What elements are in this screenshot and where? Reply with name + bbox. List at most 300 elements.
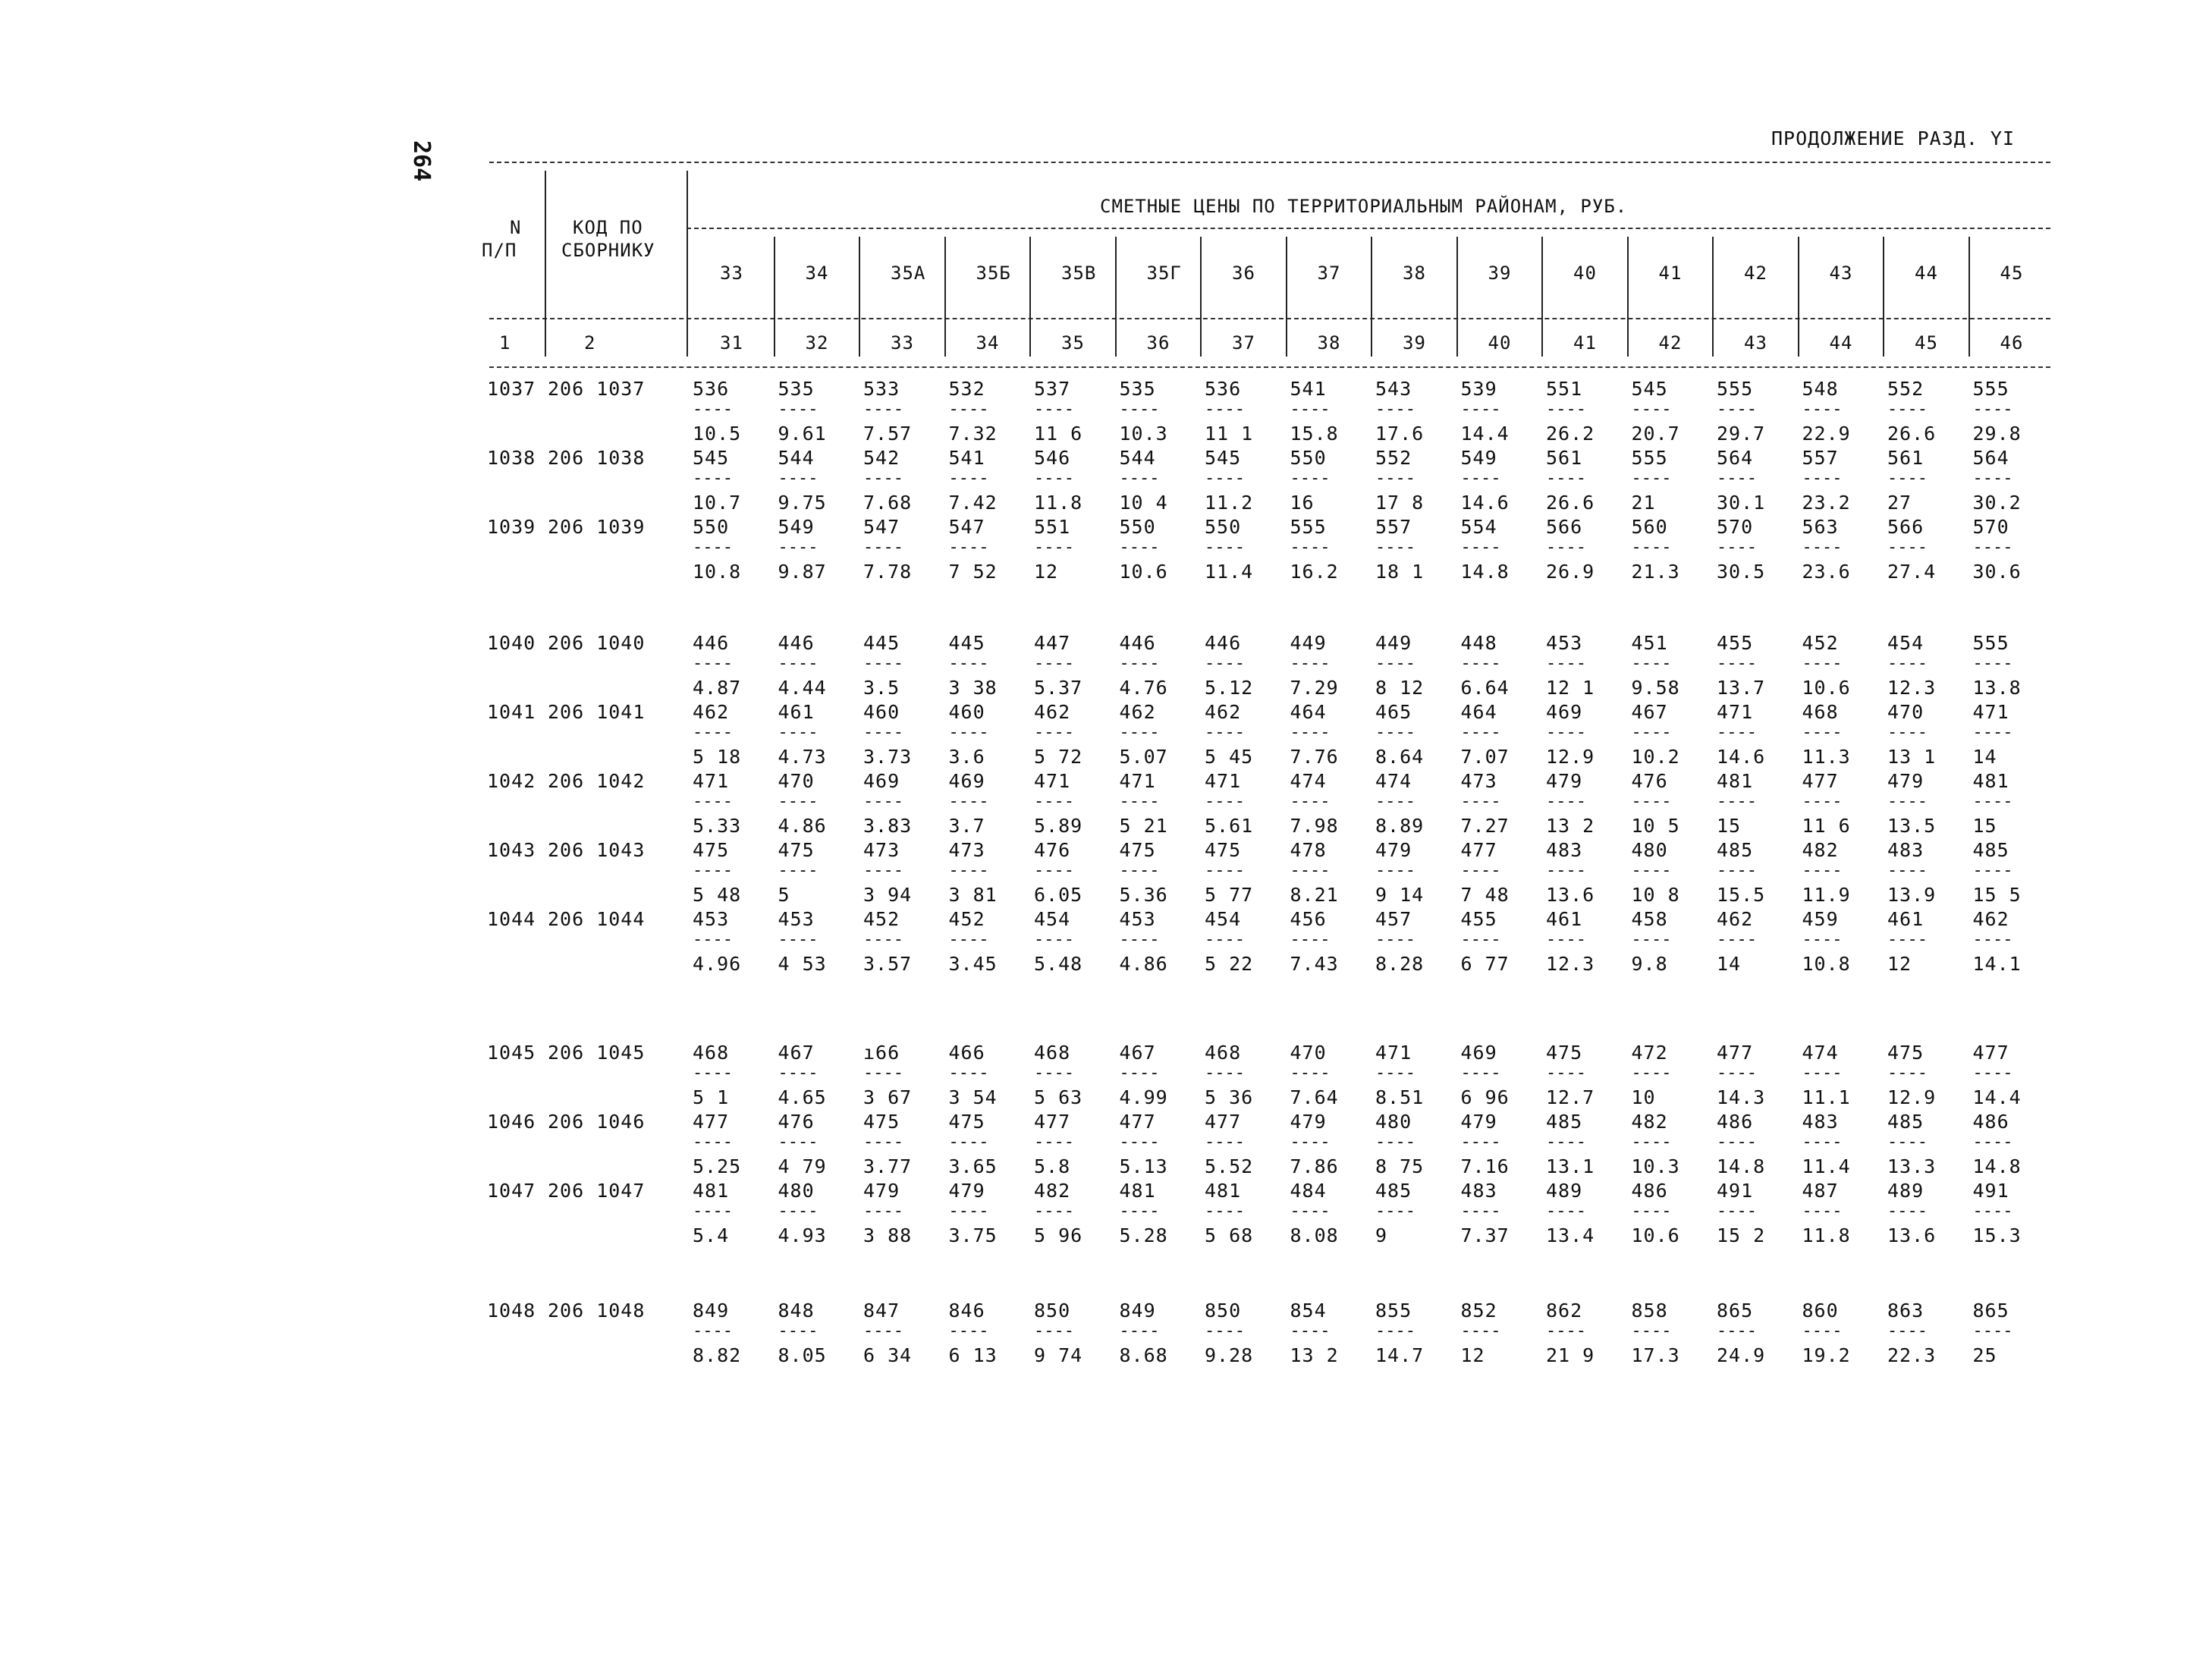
price-subvalue: 5.33 xyxy=(693,815,742,837)
price-subvalue: 13 2 xyxy=(1290,1344,1339,1366)
price-subvalue: 3.77 xyxy=(863,1155,913,1177)
price-subvalue: 21 xyxy=(1631,492,1656,514)
price-value: 484 xyxy=(1290,1180,1327,1202)
price-subvalue: 10 8 xyxy=(1631,884,1680,906)
price-subvalue: 10.3 xyxy=(1631,1155,1680,1177)
price-value: 547 xyxy=(863,516,900,538)
price-value: 474 xyxy=(1802,1042,1839,1064)
row-code: 206 1046 xyxy=(548,1111,646,1133)
fraction-line: ---- xyxy=(693,400,733,419)
fraction-line: ---- xyxy=(1802,1064,1843,1083)
price-subvalue: 11 6 xyxy=(1034,423,1083,445)
price-subvalue: 7 48 xyxy=(1460,884,1510,906)
price-value: 570 xyxy=(1972,516,2009,538)
price-subvalue: 7.98 xyxy=(1290,815,1339,837)
price-value: 483 xyxy=(1460,1180,1497,1202)
price-subvalue: 7.43 xyxy=(1290,953,1339,975)
fraction-line: ---- xyxy=(693,1064,733,1083)
price-value: 454 xyxy=(1034,908,1071,930)
section-title: ПРОДОЛЖЕНИЕ РАЗД. YI xyxy=(1771,127,2016,149)
fraction-line: ---- xyxy=(1717,861,1757,880)
price-subvalue: 7 52 xyxy=(948,561,998,583)
fraction-line: ---- xyxy=(1887,1133,1928,1152)
district-header: 36 xyxy=(1232,262,1255,284)
fraction-line: ---- xyxy=(1717,538,1757,557)
price-value: 464 xyxy=(1460,701,1497,723)
price-subvalue: 5.48 xyxy=(1034,953,1083,975)
price-value: 860 xyxy=(1802,1300,1839,1322)
index-cell: 35 xyxy=(1061,332,1085,354)
district-separator xyxy=(859,237,860,357)
price-value: 550 xyxy=(693,516,730,538)
price-value: 456 xyxy=(1290,908,1327,930)
price-value: 453 xyxy=(1546,632,1583,654)
price-value: 543 xyxy=(1375,378,1412,400)
price-value: 458 xyxy=(1631,908,1668,930)
price-value: 535 xyxy=(1119,378,1156,400)
price-value: 462 xyxy=(1972,908,2009,930)
fraction-line: ---- xyxy=(778,1133,819,1152)
price-subvalue: 14.4 xyxy=(1972,1086,2022,1108)
fraction-line: ---- xyxy=(1290,1133,1331,1152)
fraction-line: ---- xyxy=(778,538,819,557)
price-value: 467 xyxy=(778,1042,815,1064)
price-value: 454 xyxy=(1887,632,1925,654)
fraction-line: ---- xyxy=(1290,538,1331,557)
price-value: 462 xyxy=(1034,701,1071,723)
price-subvalue: 10.6 xyxy=(1802,677,1851,699)
price-value: 453 xyxy=(693,908,730,930)
fraction-line: ---- xyxy=(1119,861,1160,880)
price-subvalue: 5.52 xyxy=(1205,1155,1254,1177)
price-value: 471 xyxy=(1972,701,2009,723)
fraction-line: ---- xyxy=(1631,723,1672,742)
district-header: 39 xyxy=(1488,262,1512,284)
fraction-line: ---- xyxy=(1034,1064,1074,1083)
fraction-line: ---- xyxy=(1460,1202,1501,1221)
fraction-line: ---- xyxy=(1290,861,1331,880)
fraction-line: ---- xyxy=(1802,792,1843,811)
fraction-line: ---- xyxy=(1375,1133,1415,1152)
fraction-line: ---- xyxy=(1119,1322,1160,1341)
row-number: 1037 xyxy=(487,378,536,400)
price-subvalue: 5 xyxy=(778,884,790,906)
price-value: 446 xyxy=(1205,632,1242,654)
price-subvalue: 21 9 xyxy=(1546,1344,1595,1366)
header-index-rule xyxy=(489,318,2050,319)
price-subvalue: 5 63 xyxy=(1034,1086,1083,1108)
price-subvalue: 3 88 xyxy=(863,1224,913,1246)
price-value: 477 xyxy=(1034,1111,1071,1133)
price-value: 475 xyxy=(778,839,815,861)
price-subvalue: 5.4 xyxy=(693,1224,730,1246)
price-value: 547 xyxy=(948,516,985,538)
fraction-line: ---- xyxy=(863,792,903,811)
fraction-line: ---- xyxy=(778,1202,819,1221)
price-value: 446 xyxy=(1119,632,1156,654)
price-subvalue: 5 72 xyxy=(1034,746,1083,768)
price-subvalue: 4.86 xyxy=(778,815,827,837)
row-code: 206 1047 xyxy=(548,1180,646,1202)
district-header: 34 xyxy=(805,262,829,284)
price-subvalue: 10.6 xyxy=(1631,1224,1680,1246)
price-value: 477 xyxy=(1972,1042,2009,1064)
fraction-line: ---- xyxy=(1546,723,1586,742)
fraction-line: ---- xyxy=(1887,654,1928,673)
price-value: 485 xyxy=(1887,1111,1925,1133)
price-value: 491 xyxy=(1972,1180,2009,1202)
fraction-line: ---- xyxy=(778,930,819,949)
price-value: 477 xyxy=(1119,1111,1156,1133)
fraction-line: ---- xyxy=(1972,1322,2013,1341)
fraction-line: ---- xyxy=(693,792,733,811)
price-subvalue: 11.9 xyxy=(1802,884,1851,906)
fraction-line: ---- xyxy=(948,654,989,673)
fraction-line: ---- xyxy=(1119,538,1160,557)
price-subvalue: 14.6 xyxy=(1460,492,1510,514)
fraction-line: ---- xyxy=(1205,792,1245,811)
price-value: 445 xyxy=(863,632,900,654)
price-subvalue: 8.21 xyxy=(1290,884,1339,906)
price-value: 460 xyxy=(948,701,985,723)
price-value: 475 xyxy=(1546,1042,1583,1064)
fraction-line: ---- xyxy=(1717,469,1757,488)
fraction-line: ---- xyxy=(1290,1322,1331,1341)
price-value: 453 xyxy=(778,908,815,930)
price-value: 480 xyxy=(778,1180,815,1202)
fraction-line: ---- xyxy=(1717,723,1757,742)
fraction-line: ---- xyxy=(1375,792,1415,811)
price-value: 555 xyxy=(1290,516,1327,538)
price-subvalue: 30.2 xyxy=(1972,492,2022,514)
fraction-line: ---- xyxy=(1205,1322,1245,1341)
price-subvalue: 8 12 xyxy=(1375,677,1425,699)
price-value: 550 xyxy=(1205,516,1242,538)
fraction-line: ---- xyxy=(948,1064,989,1083)
fraction-line: ---- xyxy=(948,469,989,488)
price-subvalue: 30.5 xyxy=(1717,561,1766,583)
price-subvalue: 14.6 xyxy=(1717,746,1766,768)
price-subvalue: 22.3 xyxy=(1887,1344,1937,1366)
price-subvalue: 8.89 xyxy=(1375,815,1425,837)
price-subvalue: 20.7 xyxy=(1631,423,1680,445)
price-value: 564 xyxy=(1717,447,1754,469)
price-subvalue: 8.51 xyxy=(1375,1086,1425,1108)
fraction-line: ---- xyxy=(1205,538,1245,557)
fraction-line: ---- xyxy=(1887,723,1928,742)
price-subvalue: 4.96 xyxy=(693,953,742,975)
fraction-line: ---- xyxy=(863,930,903,949)
price-subvalue: 4.65 xyxy=(778,1086,827,1108)
fraction-line: ---- xyxy=(1631,538,1672,557)
price-subvalue: 5 48 xyxy=(693,884,742,906)
price-value: 480 xyxy=(1631,839,1668,861)
price-subvalue: 11.3 xyxy=(1802,746,1851,768)
price-value: 865 xyxy=(1717,1300,1754,1322)
fraction-line: ---- xyxy=(1887,861,1928,880)
row-code: 206 1048 xyxy=(548,1300,646,1322)
fraction-line: ---- xyxy=(948,723,989,742)
price-subvalue: 15 5 xyxy=(1972,884,2022,906)
fraction-line: ---- xyxy=(1119,930,1160,949)
price-value: 549 xyxy=(1460,447,1497,469)
district-header: 38 xyxy=(1403,262,1426,284)
price-subvalue: 14.3 xyxy=(1717,1086,1766,1108)
fraction-line: ---- xyxy=(1460,1064,1501,1083)
header-bottom-rule xyxy=(489,366,2050,368)
fraction-line: ---- xyxy=(1972,400,2013,419)
fraction-line: ---- xyxy=(1034,1202,1074,1221)
fraction-line: ---- xyxy=(1887,792,1928,811)
price-value: 474 xyxy=(1290,770,1327,792)
price-value: 541 xyxy=(1290,378,1327,400)
district-separator xyxy=(1200,237,1202,357)
price-subvalue: 5.13 xyxy=(1119,1155,1168,1177)
price-value: 483 xyxy=(1802,1111,1839,1133)
row-code: 206 1040 xyxy=(548,632,646,654)
fraction-line: ---- xyxy=(1119,1064,1160,1083)
fraction-line: ---- xyxy=(1546,1064,1586,1083)
price-subvalue: 7.27 xyxy=(1460,815,1510,837)
district-separator xyxy=(1712,237,1714,357)
fraction-line: ---- xyxy=(1460,723,1501,742)
price-subvalue: 9.61 xyxy=(778,423,827,445)
district-separator xyxy=(944,237,946,357)
price-subvalue: 4.99 xyxy=(1119,1086,1168,1108)
price-subvalue: 13.6 xyxy=(1887,1224,1937,1246)
price-value: 552 xyxy=(1375,447,1412,469)
price-subvalue: 15 xyxy=(1972,815,1997,837)
price-value: 555 xyxy=(1717,378,1754,400)
price-subvalue: 10.7 xyxy=(693,492,742,514)
price-value: 468 xyxy=(1802,701,1839,723)
price-subvalue: 12.9 xyxy=(1887,1086,1937,1108)
fraction-line: ---- xyxy=(693,861,733,880)
price-value: 460 xyxy=(863,701,900,723)
price-value: 863 xyxy=(1887,1300,1925,1322)
fraction-line: ---- xyxy=(693,723,733,742)
price-subvalue: 10 5 xyxy=(1631,815,1680,837)
price-value: 468 xyxy=(1034,1042,1071,1064)
price-subvalue: 16 xyxy=(1290,492,1315,514)
price-value: 477 xyxy=(1205,1111,1242,1133)
fraction-line: ---- xyxy=(1119,792,1160,811)
price-subvalue: 10 xyxy=(1631,1086,1656,1108)
price-value: 551 xyxy=(1546,378,1583,400)
price-value: 478 xyxy=(1290,839,1327,861)
price-value: 475 xyxy=(863,1111,900,1133)
price-value: 449 xyxy=(1290,632,1327,654)
fraction-line: ---- xyxy=(1375,1202,1415,1221)
price-value: 449 xyxy=(1375,632,1412,654)
price-subvalue: 7.29 xyxy=(1290,677,1339,699)
fraction-line: ---- xyxy=(1546,1322,1586,1341)
fraction-line: ---- xyxy=(1887,930,1928,949)
fraction-line: ---- xyxy=(1119,723,1160,742)
fraction-line: ---- xyxy=(1802,861,1843,880)
price-value: 485 xyxy=(1717,839,1754,861)
fraction-line: ---- xyxy=(1546,1133,1586,1152)
fraction-line: ---- xyxy=(1205,723,1245,742)
price-subvalue: 17.3 xyxy=(1631,1344,1680,1366)
row-number: 1039 xyxy=(487,516,536,538)
price-subvalue: 8.68 xyxy=(1119,1344,1168,1366)
price-value: 481 xyxy=(1972,770,2009,792)
price-subvalue: 5.25 xyxy=(693,1155,742,1177)
price-value: 549 xyxy=(778,516,815,538)
fraction-line: ---- xyxy=(1119,1202,1160,1221)
fraction-line: ---- xyxy=(1802,930,1843,949)
price-value: 483 xyxy=(1887,839,1925,861)
price-value: 476 xyxy=(1631,770,1668,792)
price-subvalue: 4.93 xyxy=(778,1224,827,1246)
price-subvalue: 23.2 xyxy=(1802,492,1851,514)
price-value: 462 xyxy=(693,701,730,723)
row-number: 1047 xyxy=(487,1180,536,1202)
price-subvalue: 11 6 xyxy=(1802,815,1851,837)
price-value: 452 xyxy=(1802,632,1839,654)
price-value: 550 xyxy=(1119,516,1156,538)
price-value: 477 xyxy=(1460,839,1497,861)
price-subvalue: 5.61 xyxy=(1205,815,1254,837)
fraction-line: ---- xyxy=(693,930,733,949)
price-subvalue: 27 xyxy=(1887,492,1912,514)
price-value: 566 xyxy=(1546,516,1583,538)
price-value: 471 xyxy=(1034,770,1071,792)
price-value: 475 xyxy=(693,839,730,861)
price-value: 479 xyxy=(1290,1111,1327,1133)
price-subvalue: 26.2 xyxy=(1546,423,1595,445)
price-value: 482 xyxy=(1034,1180,1071,1202)
fraction-line: ---- xyxy=(1546,400,1586,419)
header-collection-label: СБОРНИКУ xyxy=(561,240,655,261)
price-subvalue: 8.64 xyxy=(1375,746,1425,768)
price-subvalue: 8.05 xyxy=(778,1344,827,1366)
fraction-line: ---- xyxy=(863,400,903,419)
price-value: 555 xyxy=(1972,378,2009,400)
price-subvalue: 9.58 xyxy=(1631,677,1680,699)
price-value: 846 xyxy=(948,1300,985,1322)
fraction-line: ---- xyxy=(1205,469,1245,488)
price-subvalue: 5 22 xyxy=(1205,953,1254,975)
price-value: 548 xyxy=(1802,378,1839,400)
price-value: 469 xyxy=(948,770,985,792)
price-value: 479 xyxy=(1375,839,1412,861)
fraction-line: ---- xyxy=(1717,400,1757,419)
fraction-line: ---- xyxy=(1887,469,1928,488)
price-subvalue: 12.3 xyxy=(1887,677,1937,699)
price-value: 542 xyxy=(863,447,900,469)
price-subvalue: 11.1 xyxy=(1802,1086,1851,1108)
price-subvalue: 14 xyxy=(1717,953,1742,975)
price-subvalue: 14.8 xyxy=(1460,561,1510,583)
fraction-line: ---- xyxy=(1119,1133,1160,1152)
price-value: 537 xyxy=(1034,378,1071,400)
price-subvalue: 25 xyxy=(1972,1344,1997,1366)
fraction-line: ---- xyxy=(1460,469,1501,488)
price-subvalue: 14.8 xyxy=(1717,1155,1766,1177)
price-value: 454 xyxy=(1205,908,1242,930)
fraction-line: ---- xyxy=(1460,400,1501,419)
price-value: 555 xyxy=(1631,447,1668,469)
price-subvalue: 5 45 xyxy=(1205,746,1254,768)
price-subvalue: 4.44 xyxy=(778,677,827,699)
price-subvalue: 13.6 xyxy=(1546,884,1595,906)
price-value: 476 xyxy=(778,1111,815,1133)
price-value: 455 xyxy=(1717,632,1754,654)
price-subvalue: 3.5 xyxy=(863,677,900,699)
fraction-line: ---- xyxy=(1717,1322,1757,1341)
fraction-line: ---- xyxy=(1802,723,1843,742)
header-top-rule xyxy=(489,162,2050,163)
fraction-line: ---- xyxy=(948,1202,989,1221)
fraction-line: ---- xyxy=(778,723,819,742)
price-value: 847 xyxy=(863,1300,900,1322)
price-value: 552 xyxy=(1887,378,1925,400)
price-value: 855 xyxy=(1375,1300,1412,1322)
fraction-line: ---- xyxy=(693,1133,733,1152)
price-value: 862 xyxy=(1546,1300,1583,1322)
price-value: 470 xyxy=(778,770,815,792)
price-subvalue: 17 8 xyxy=(1375,492,1425,514)
district-header: 42 xyxy=(1744,262,1767,284)
price-value: 471 xyxy=(693,770,730,792)
price-subvalue: 14.1 xyxy=(1972,953,2022,975)
fraction-line: ---- xyxy=(1972,538,2013,557)
price-value: 487 xyxy=(1802,1180,1839,1202)
price-subvalue: 15.8 xyxy=(1290,423,1339,445)
district-header: 41 xyxy=(1658,262,1683,284)
price-subvalue: 5 1 xyxy=(693,1086,730,1108)
price-subvalue: 4.73 xyxy=(778,746,827,768)
price-subvalue: 9 xyxy=(1375,1224,1388,1246)
price-value: 471 xyxy=(1717,701,1754,723)
price-value: 485 xyxy=(1375,1180,1412,1202)
price-value: 479 xyxy=(1887,770,1925,792)
fraction-line: ---- xyxy=(1972,1202,2013,1221)
price-subvalue: 12.7 xyxy=(1546,1086,1595,1108)
price-value: 545 xyxy=(1205,447,1242,469)
price-value: 854 xyxy=(1290,1300,1327,1322)
price-subvalue: 13.1 xyxy=(1546,1155,1595,1177)
price-subvalue: 5.07 xyxy=(1119,746,1168,768)
price-value: 477 xyxy=(1717,1042,1754,1064)
fraction-line: ---- xyxy=(1717,1064,1757,1083)
price-subvalue: 5.36 xyxy=(1119,884,1168,906)
row-number: 1040 xyxy=(487,632,536,654)
fraction-line: ---- xyxy=(1290,930,1331,949)
price-value: 452 xyxy=(948,908,985,930)
price-value: 848 xyxy=(778,1300,815,1322)
fraction-line: ---- xyxy=(1546,469,1586,488)
fraction-line: ---- xyxy=(1034,1322,1074,1341)
fraction-line: ---- xyxy=(863,723,903,742)
price-subvalue: 3 38 xyxy=(948,677,998,699)
price-subvalue: 3.65 xyxy=(948,1155,998,1177)
price-subvalue: 6 96 xyxy=(1460,1086,1510,1108)
fraction-line: ---- xyxy=(1290,469,1331,488)
price-value: 551 xyxy=(1034,516,1071,538)
price-value: 483 xyxy=(1546,839,1583,861)
price-value: 546 xyxy=(1034,447,1071,469)
price-value: 481 xyxy=(1119,1180,1156,1202)
fraction-line: ---- xyxy=(863,1322,903,1341)
index-cell: 1 xyxy=(499,332,511,354)
fraction-line: ---- xyxy=(1375,469,1415,488)
price-value: 473 xyxy=(863,839,900,861)
price-subvalue: 10.5 xyxy=(693,423,742,445)
row-number: 1043 xyxy=(487,839,536,861)
